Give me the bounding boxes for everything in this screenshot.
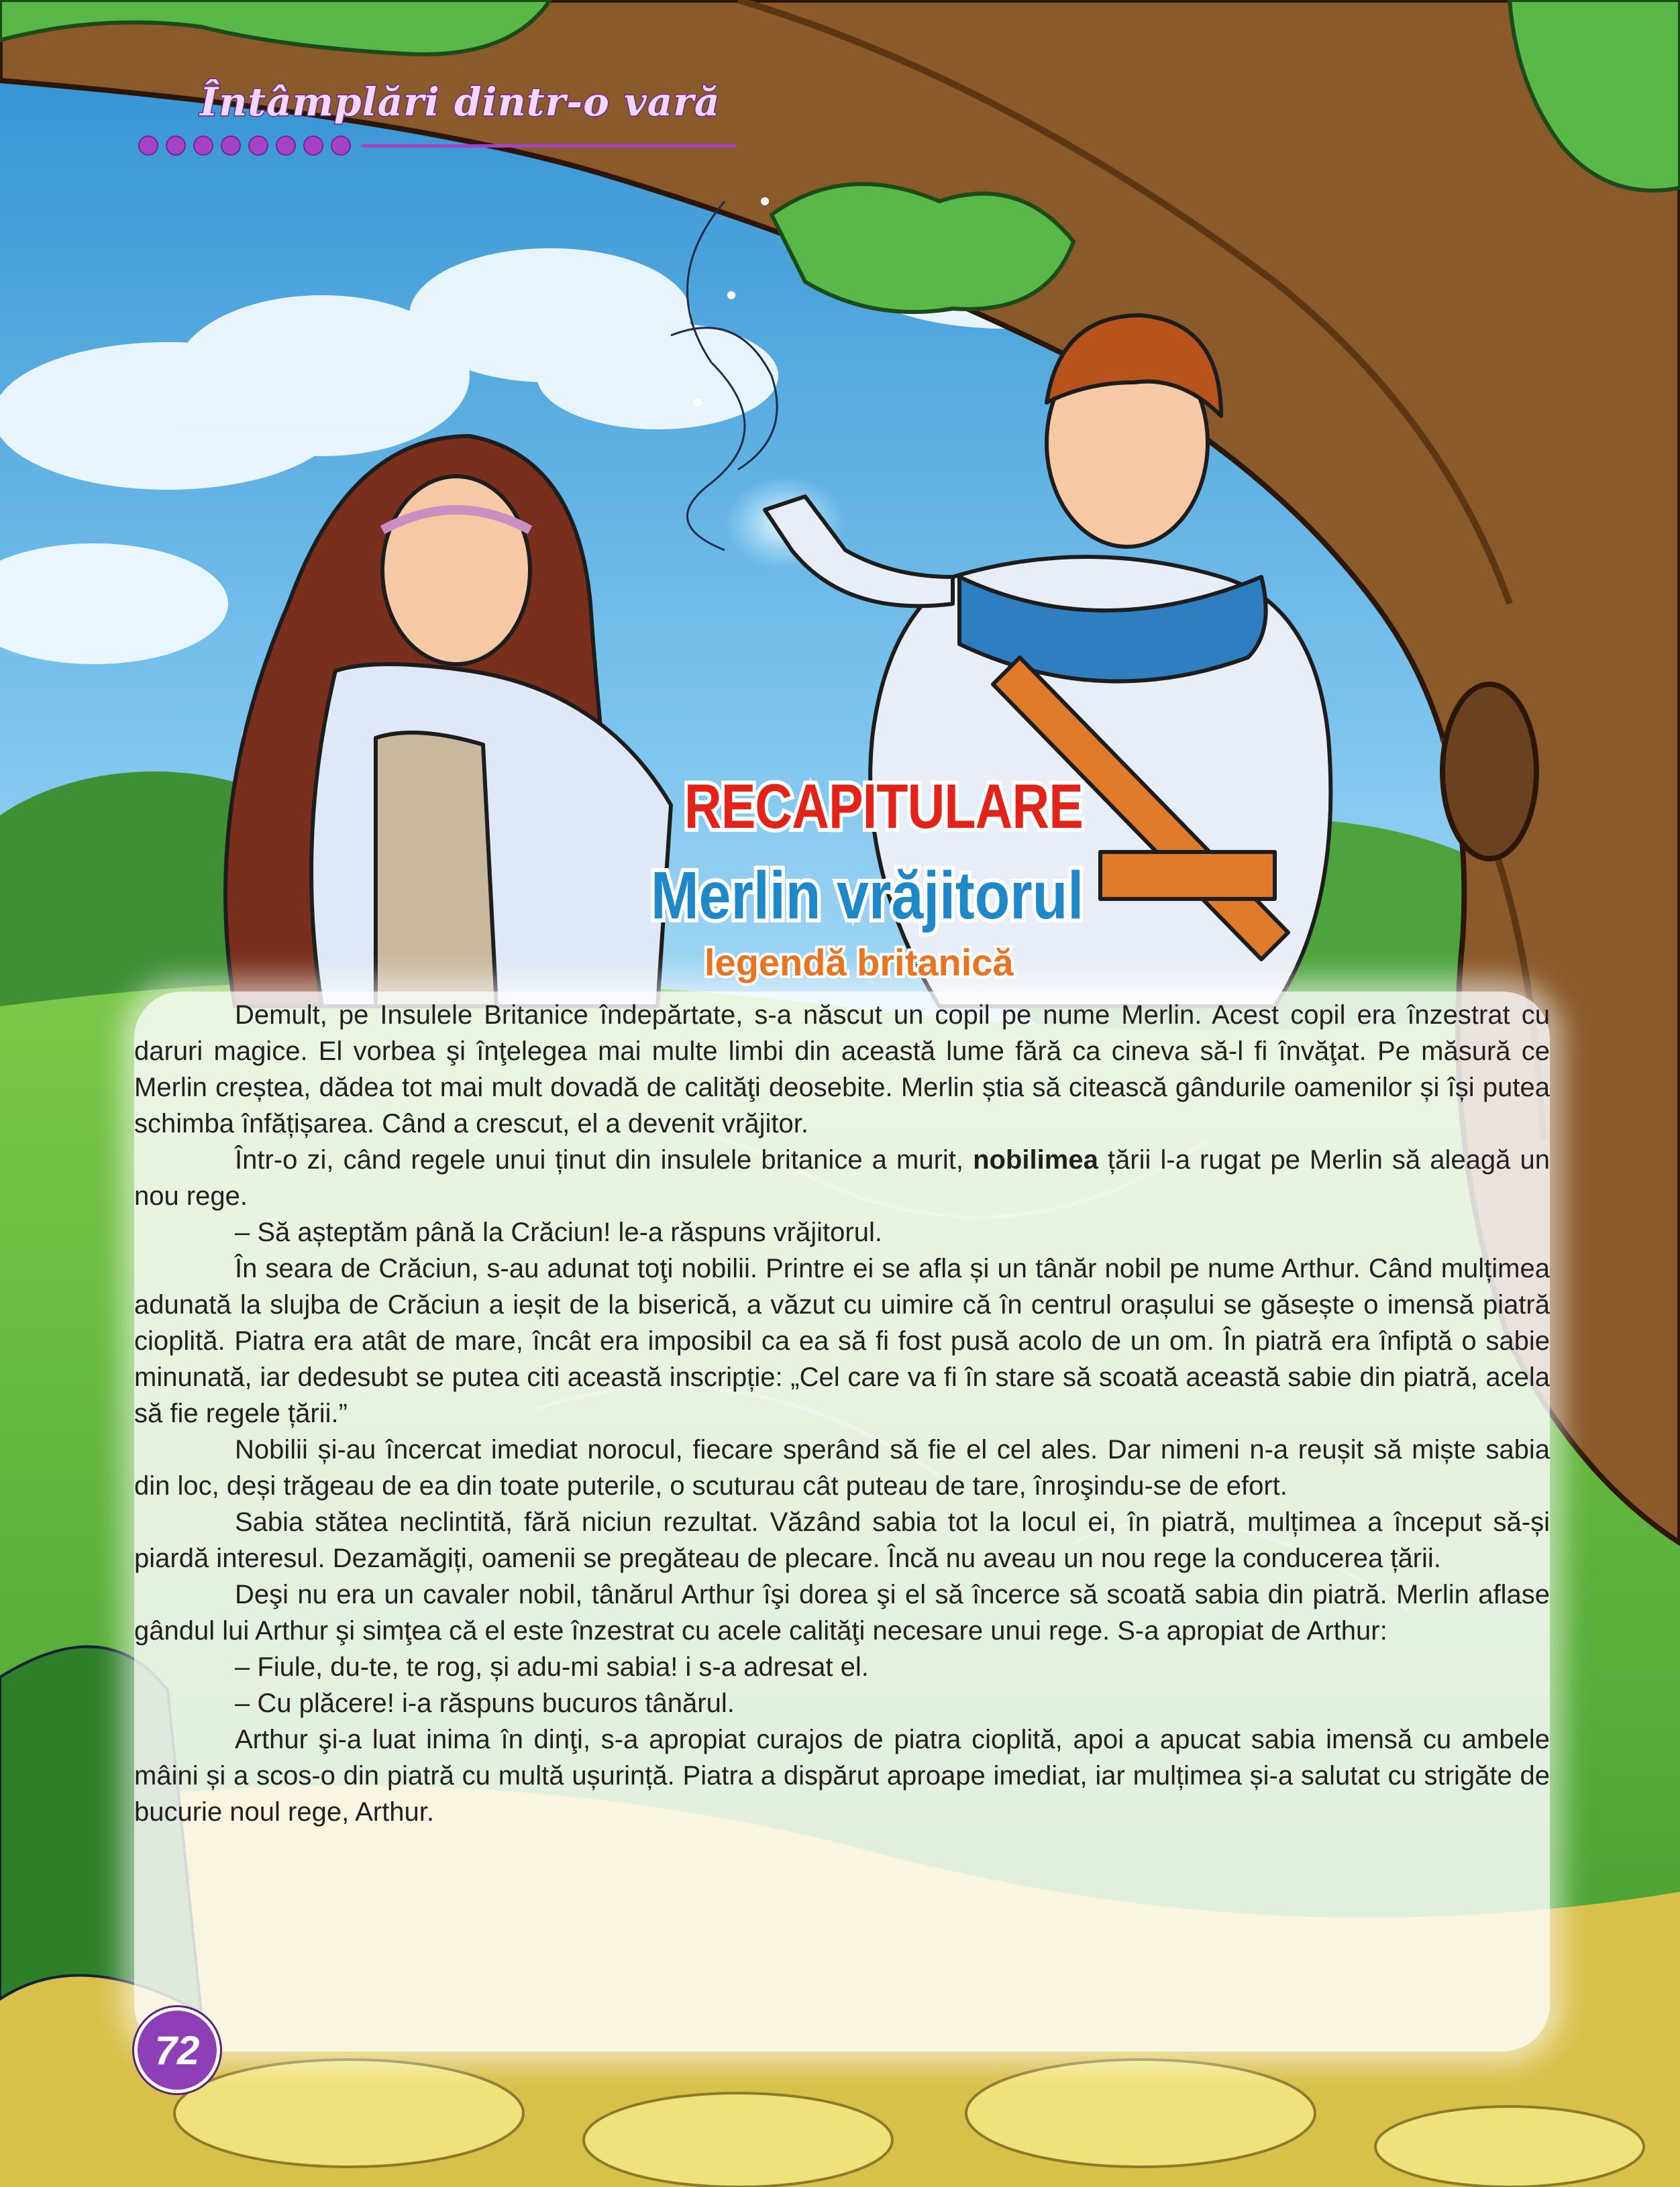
dialogue-line: – Fiule, du-te, te rog, și adu-mi sabia! i s-a adresat el. <box>235 1652 869 1682</box>
dot <box>193 136 213 156</box>
dot <box>331 136 351 156</box>
paragraph: Deşi nu era un cavaler nobil, tânărul Arthur îşi dorea şi el să încerce să scoată sabia din piatră. Merlin aflase gândul lui Arthur şi simţea că el este înzestrat cu acele calităţi necesare unui rege. S-a apropiat de Arthur: <box>134 1580 1550 1646</box>
lesson-label: RECAPITULARE <box>684 771 1083 841</box>
dialogue-line: – Cu plăcere! i-a răspuns bucuros tânărul. <box>235 1689 735 1718</box>
dot <box>138 136 158 156</box>
story-subtitle: legendă britanică <box>704 941 1014 983</box>
paragraph: În seara de Crăciun, s-au adunat toţi nobilii. Printre ei se afla și un tânăr nobil pe nume Arthur. Când mulțimea adunată la slujba de Crăciun a ieșit de la biserică, a văzut cu uimire că în centrul orașului se găsește o imensă piatră cioplită. Piatra era atât de mare, încât era imposibil ca ea să fi fost pusă acolo de un om. În piatră era înfiptă o sabie minunată, iar dedesubt se putea citi această inscripție: „Cel care va fi în stare să scoată această sabie din piatră, acela să fie regele țării.” <box>134 1254 1550 1428</box>
dot <box>221 136 241 156</box>
paragraph <box>134 1142 1550 1214</box>
page-number: 72 <box>134 2007 220 2093</box>
dialogue-line: – Să așteptăm până la Crăciun! le-a răspuns vrăjitorul. <box>235 1218 882 1247</box>
dot <box>166 136 186 156</box>
section-title: Întâmplări dintr-o vară <box>200 79 721 125</box>
dot <box>248 136 268 156</box>
paragraph: Arthur şi-a luat inima în dinţi, s-a apropiat curajos de piatra cioplită, apoi a apucat sabia imensă cu ambele mâini și a scos-o din piatră cu multă ușurință. Piatra a dispărut aproape imediat, iar mulțimea și-a salutat cu strigăte de bucurie noul rege, Arthur. <box>134 1725 1550 1827</box>
story-title: Merlin vrăjitorul <box>651 858 1084 933</box>
header-decorative-dots <box>138 136 737 156</box>
dot <box>276 136 296 156</box>
paragraph: Nobilii și-au încercat imediat norocul, fiecare sperând să fie el cel ales. Dar nimeni n-a reușit să miște sabia din loc, deși trăgeau de ea din toate puterile, o scuturau cât puteau de tare, înroşindu-se de efort. <box>134 1435 1550 1501</box>
paragraph: Sabia stătea neclintită, fără niciun rezultat. Văzând sabia tot la locul ei, în piatră, mulțimea a început să-și piardă interesul. Dezamăgiți, oamenii se pregăteau de plecare. Încă nu aveau un nou rege la conducerea țării. <box>134 1507 1550 1573</box>
header-underline <box>361 144 737 148</box>
bold-term: nobilimea <box>973 1145 1098 1175</box>
paragraph-text: țării l-a rugat pe Merlin să aleagă un nou rege. <box>134 1145 1550 1211</box>
paragraph: Demult, pe Insulele Britanice îndepărtate, s-a născut un copil pe nume Merlin. Acest copil era înzestrat cu daruri magice. El vorbea şi înţelegea mai multe limbi din această lume fără ca cineva să-l fi învăţat. Pe măsură ce Merlin creștea, dădea tot mai mult dovadă de calităţi deosebite. Merlin știa să citească gândurile oamenilor și își putea schimba înfățișarea. Când a crescut, el a devenit vrăjitor. <box>134 1000 1550 1138</box>
paragraph-text: Într-o zi, când regele unui ținut din insulele britanice a murit, <box>235 1145 974 1175</box>
dot <box>303 136 323 156</box>
story-text <box>134 997 1550 1830</box>
